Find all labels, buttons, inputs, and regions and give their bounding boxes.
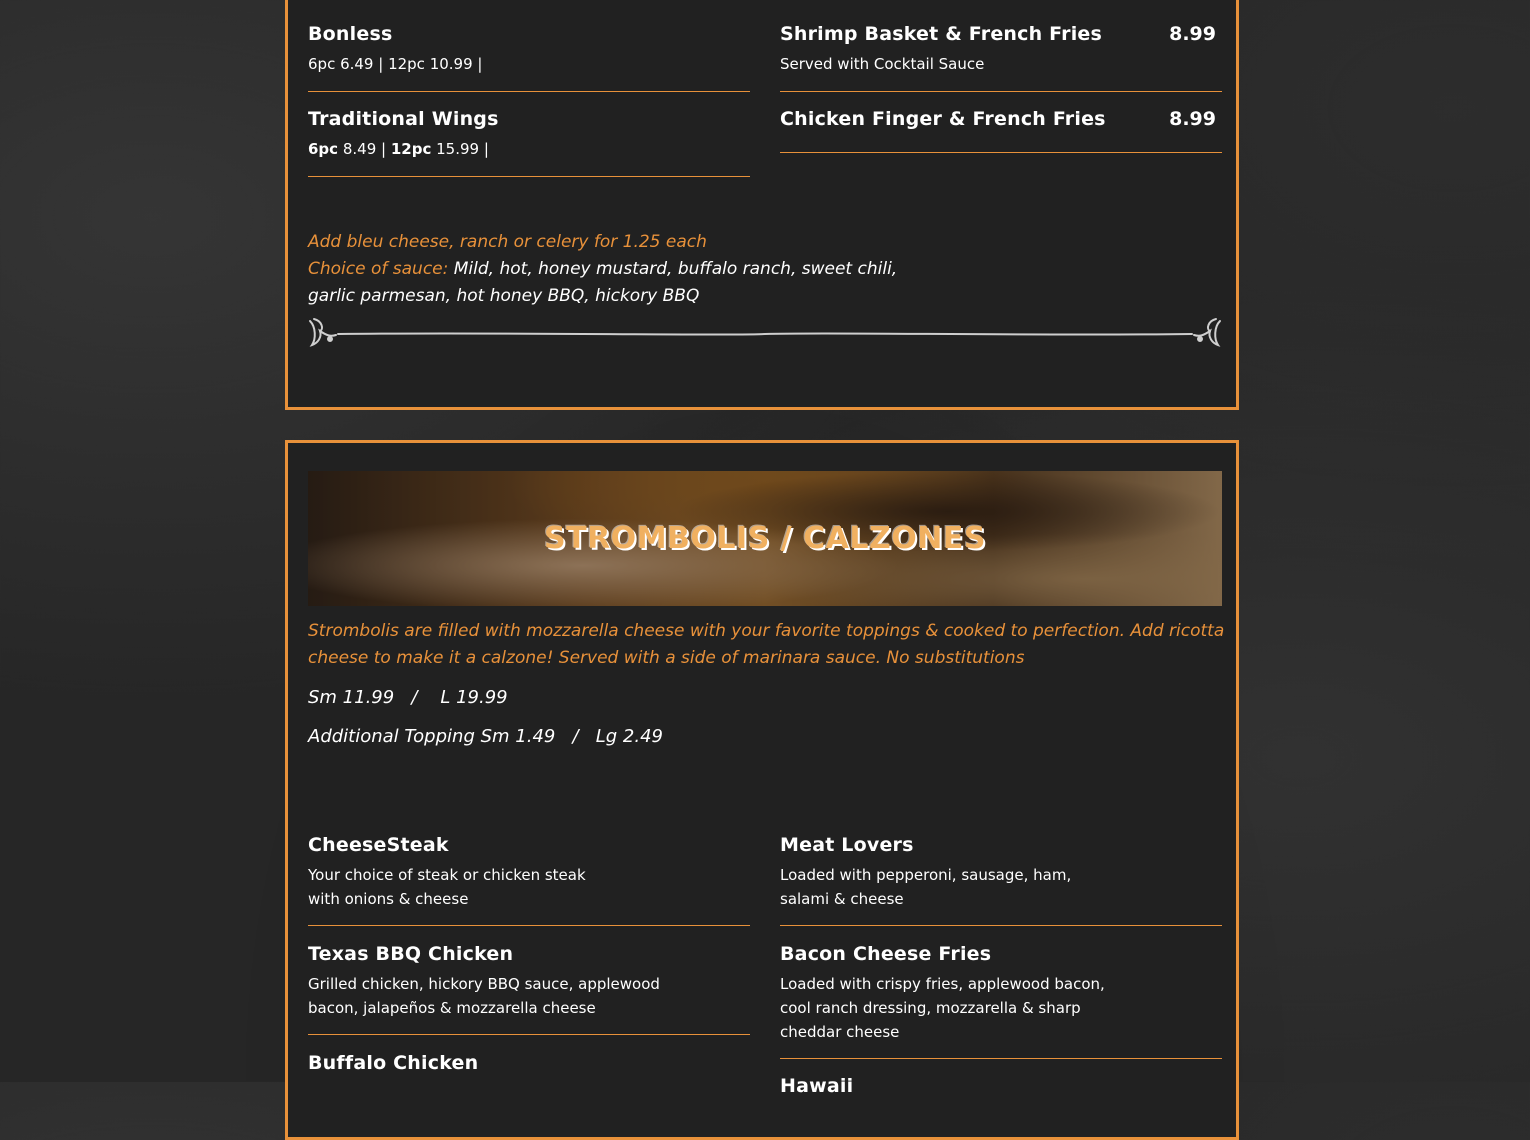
size-price-line: Sm 11.99 / L 19.99 <box>308 687 508 708</box>
menu-item-name: Meat Lovers <box>780 834 914 856</box>
price-text: 8.49 | <box>338 140 391 158</box>
strombolis-menu-panel <box>285 440 1239 1140</box>
item-divider <box>780 91 1222 92</box>
menu-item-desc: Loaded with pepperoni, sausage, ham, <box>780 866 1072 884</box>
decorative-flourish-divider-icon <box>308 317 1222 351</box>
item-divider <box>308 1034 750 1035</box>
menu-item-name: CheeseSteak <box>308 834 449 856</box>
sauce-label: Choice of sauce: <box>308 259 449 279</box>
size-label: 6pc <box>308 140 339 158</box>
menu-item-desc: cool ranch dressing, mozzarella & sharp <box>780 999 1081 1017</box>
addon-note: Add bleu cheese, ranch or celery for 1.25 each <box>308 232 707 252</box>
menu-item-name: Texas BBQ Chicken <box>308 943 514 965</box>
wings-menu-panel <box>285 0 1239 410</box>
menu-item-price: 8.99 <box>1169 108 1216 130</box>
price-text: 15.99 | <box>431 140 489 158</box>
menu-item-desc: 6pc 6.49 | 12pc 10.99 | <box>308 55 483 73</box>
menu-item-name: Bacon Cheese Fries <box>780 943 992 965</box>
sauce-list: Mild, hot, honey mustard, buffalo ranch, sweet chili, <box>453 259 898 279</box>
menu-item-name: Chicken Finger & French Fries <box>780 108 1106 130</box>
item-divider <box>780 925 1222 926</box>
intro-text: Strombolis are filled with mozzarella cheese with your favorite toppings & cooked to perfection. Add ricotta <box>308 621 1225 641</box>
sauce-note <box>308 256 897 283</box>
item-divider <box>308 925 750 926</box>
menu-item-name: Bonless <box>308 23 393 45</box>
menu-item-desc: Served with Cocktail Sauce <box>780 55 985 73</box>
item-divider <box>308 91 750 92</box>
menu-item-desc: cheddar cheese <box>780 1023 900 1041</box>
sauce-list-continued: garlic parmesan, hot honey BBQ, hickory BBQ <box>308 286 700 306</box>
menu-item-desc: Your choice of steak or chicken steak <box>308 866 586 884</box>
menu-item-desc: with onions & cheese <box>308 890 469 908</box>
size-label: 12pc <box>390 140 432 158</box>
menu-item-desc: bacon, jalapeños & mozzarella cheese <box>308 999 596 1017</box>
section-title: STROMBOLIS / CALZONES <box>544 521 986 556</box>
item-divider <box>780 152 1222 153</box>
menu-item-name: Traditional Wings <box>308 108 499 130</box>
menu-item-name: Shrimp Basket & French Fries <box>780 23 1103 45</box>
item-divider <box>780 1058 1222 1059</box>
section-banner <box>308 471 1222 606</box>
menu-item-desc: salami & cheese <box>780 890 904 908</box>
menu-item-desc: Loaded with crispy fries, applewood bacon, <box>780 975 1105 993</box>
menu-item-desc: Grilled chicken, hickory BBQ sauce, applewood <box>308 975 660 993</box>
item-divider <box>308 176 750 177</box>
menu-item-price: 8.99 <box>1169 23 1216 45</box>
menu-item-name: Buffalo Chicken <box>308 1052 479 1074</box>
menu-item-desc <box>308 137 489 161</box>
topping-price-line: Additional Topping Sm 1.49 / Lg 2.49 <box>308 726 663 747</box>
intro-text-continued: cheese to make it a calzone! Served with a side of marinara sauce. No substitutions <box>308 648 1025 668</box>
menu-item-name: Hawaii <box>780 1075 854 1097</box>
